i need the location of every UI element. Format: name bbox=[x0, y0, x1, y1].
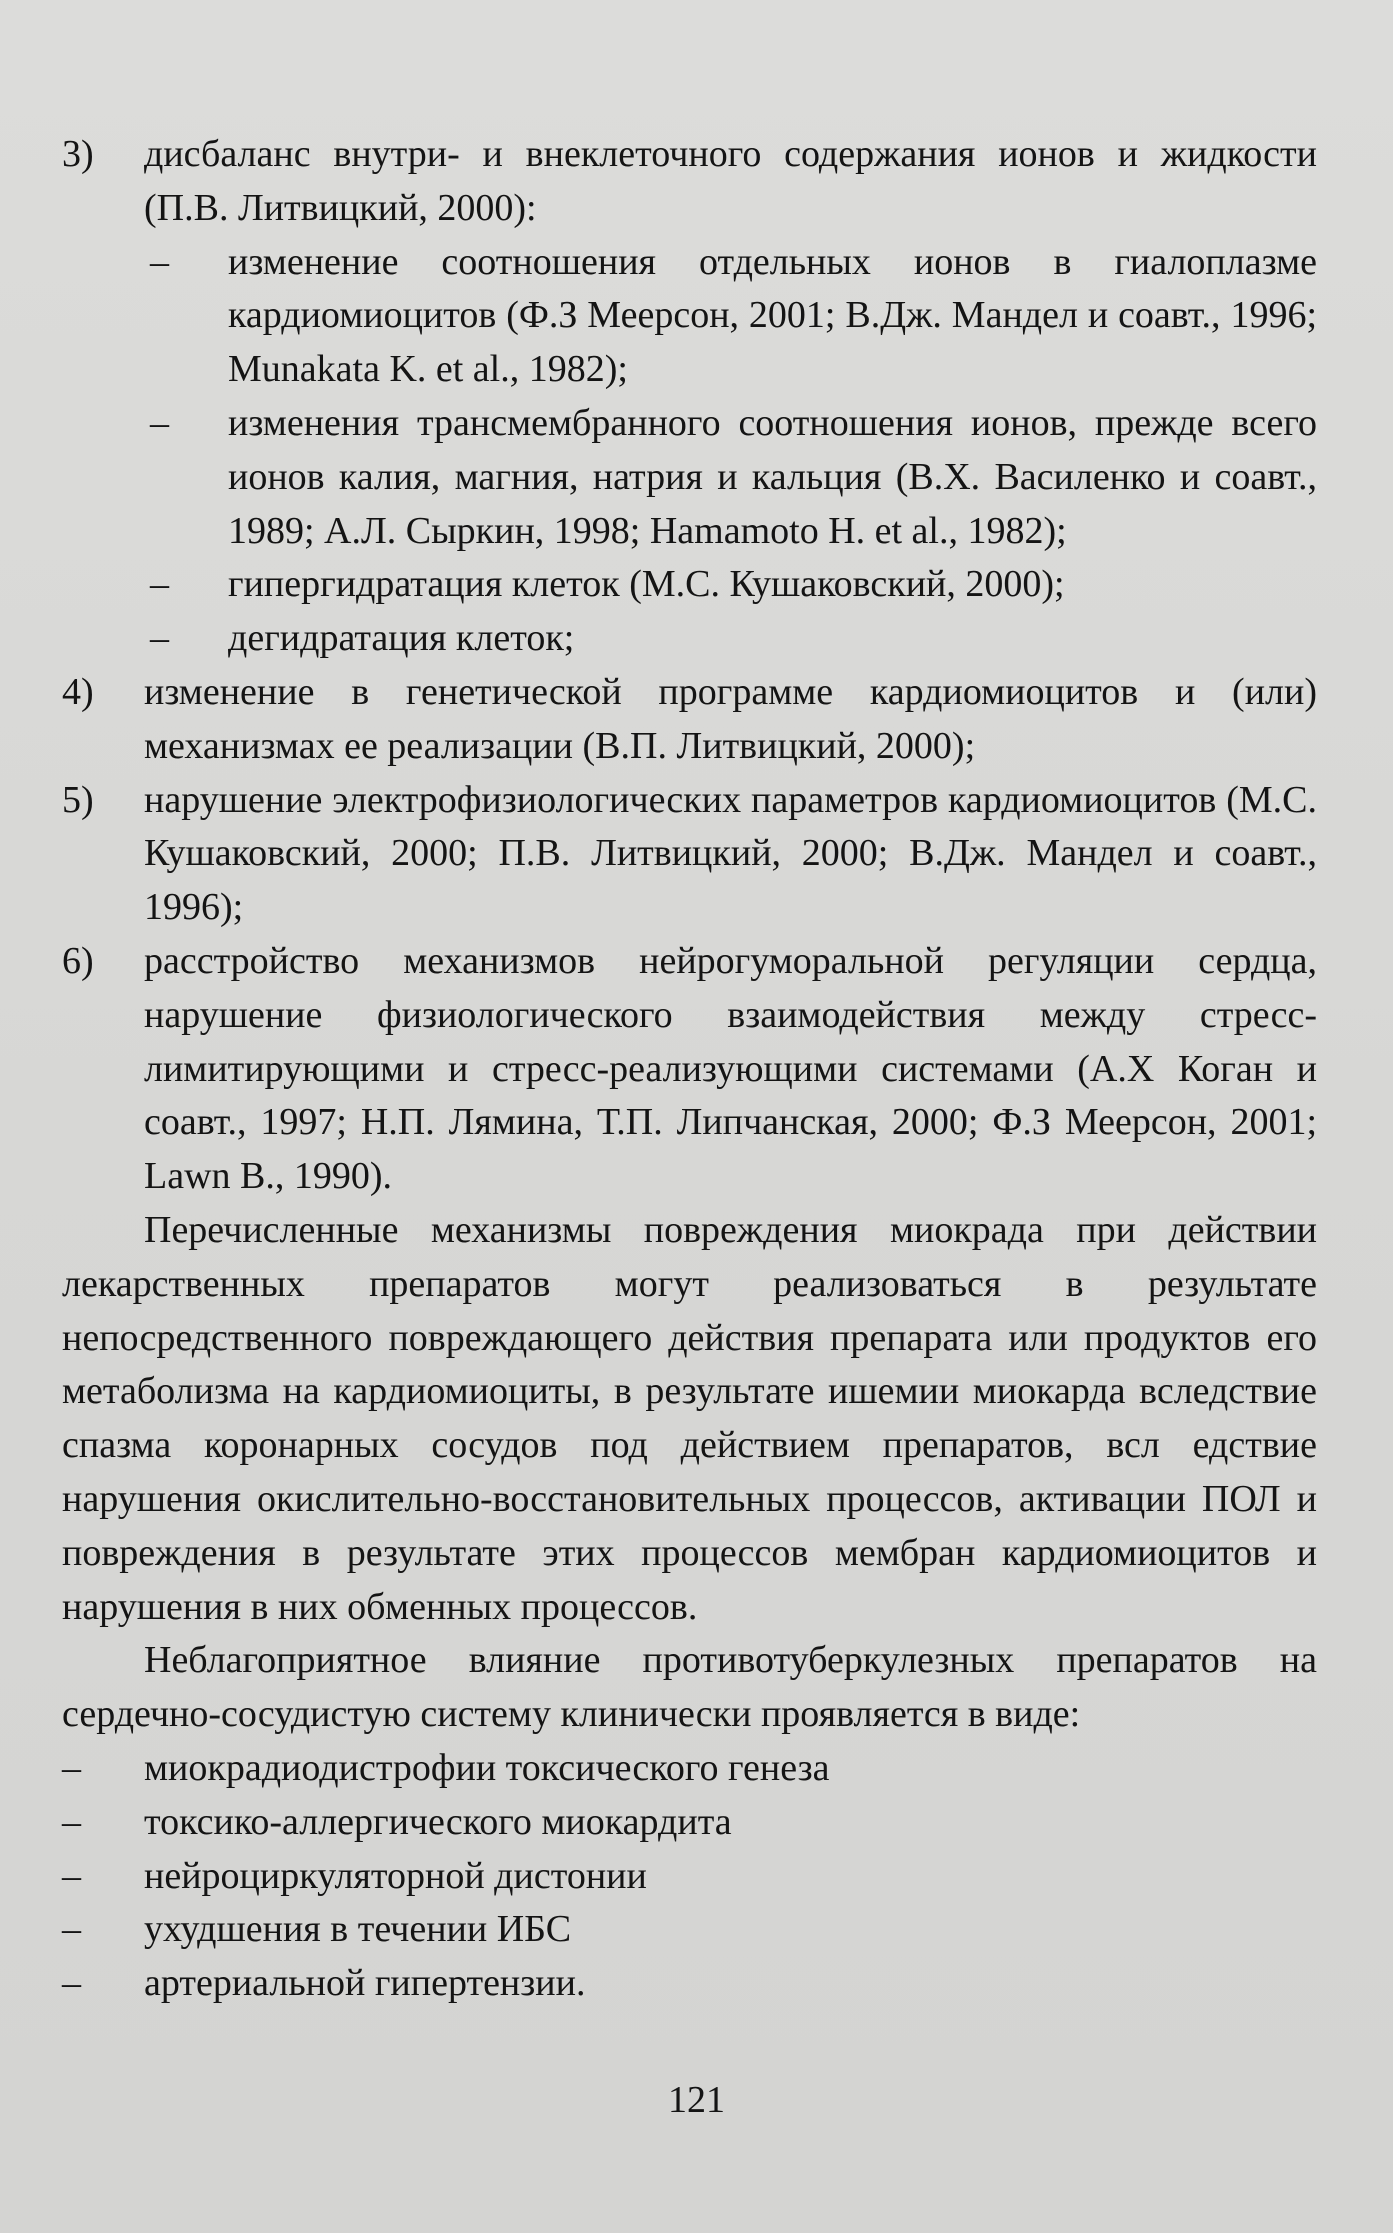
sub-item-text: изменения трансмембранного соотношения ионов, прежде всего ионов калия, магния, натрия и кальция (В.Х. Василенко и соавт., 1989; А.Л. Сыркин, 1998; Hamamoto H. et al., 1982); bbox=[228, 401, 1317, 552]
paragraph-mechanisms: Перечисленные механизмы повреждения миокрада при действии лекарственных препаратов могут реализоваться в результате непосредственного повреждающего действия препарата или продуктов его метаболизма на кардиомиоциты, в результате ишемии миокарда вследствие спазма коронарных сосудов под действием препаратов, всл едствие нарушения окислительно-восстановительных процессов, активации ПОЛ и повреждения в результате этих процессов мембран кардиомиоцитов и нарушения в них обменных процессов. bbox=[62, 1208, 1317, 1628]
sub-item bbox=[62, 236, 1317, 397]
dash-marker: – bbox=[62, 1854, 81, 1897]
numbered-item-5 bbox=[62, 774, 1317, 935]
dash-marker: – bbox=[150, 563, 169, 606]
dash-marker: – bbox=[62, 1800, 81, 1843]
manifestation-item bbox=[62, 1796, 1317, 1850]
manifestation-text: токсико-аллергического миокардита bbox=[144, 1800, 732, 1843]
dash-marker: – bbox=[62, 1962, 81, 2005]
manifestation-text: артериальной гипертензии. bbox=[144, 1962, 586, 2005]
page-number: 121 bbox=[668, 2079, 725, 2121]
sub-item-text: дегидратация клеток; bbox=[228, 617, 575, 660]
dash-marker: – bbox=[150, 240, 169, 283]
item-text: расстройство механизмов нейрогуморальной регуляции сердца, нарушение физиологического взаимодействия между стресс-лимитирующими и стресс-реализующими системами (А.Х Коган и соавт., 1997; Н.П. Лямина, Т.П. Липчанская, 2000; Ф.З Меерсон, 2001; Lawn B., 1990). bbox=[144, 939, 1317, 1198]
dash-marker: – bbox=[150, 617, 169, 660]
paragraph-manifestations-intro: Неблагоприятное влияние противотуберкулезных препаратов на сердечно-сосудистую систему клинически проявляется в виде: bbox=[62, 1639, 1317, 1736]
manifestation-text: миокрадиодистрофии токсического генеза bbox=[144, 1746, 830, 1789]
item-text: нарушение электрофизиологических параметров кардиомиоцитов (М.С. Кушаковский, 2000; П.В. Литвицкий, 2000; В.Дж. Мандел и соавт., 1996); bbox=[144, 778, 1317, 929]
manifestation-text: нейроциркуляторной дистонии bbox=[144, 1854, 647, 1897]
item-number: 6) bbox=[62, 939, 94, 982]
dash-marker: – bbox=[150, 401, 169, 444]
item-number: 4) bbox=[62, 670, 94, 713]
dash-marker: – bbox=[62, 1746, 81, 1789]
item-text: дисбаланс внутри- и внеклеточного содержания ионов и жидкости (П.В. Литвицкий, 2000): bbox=[144, 133, 1317, 229]
numbered-item-3 bbox=[62, 128, 1317, 236]
item-number: 3) bbox=[62, 133, 94, 175]
sub-item bbox=[62, 397, 1317, 558]
sub-item-text: изменение соотношения отдельных ионов в гиалоплазме кардиомиоцитов (Ф.З Меерсон, 2001; В.Дж. Мандел и соавт., 1996; Munakata K. et al., 1982); bbox=[228, 240, 1317, 391]
sub-item-text: гипергидратация клеток (М.С. Кушаковский, 2000); bbox=[228, 563, 1065, 606]
manifestation-item bbox=[62, 1850, 1317, 1904]
numbered-item-4 bbox=[62, 666, 1317, 774]
item-number: 5) bbox=[62, 778, 94, 821]
manifestation-item bbox=[62, 1957, 1317, 2011]
manifestation-item bbox=[62, 1742, 1317, 1796]
manifestation-text: ухудшения в течении ИБС bbox=[144, 1908, 572, 1951]
dash-marker: – bbox=[62, 1908, 81, 1951]
numbered-item-6 bbox=[62, 935, 1317, 1204]
page-text bbox=[62, 128, 1317, 2011]
sub-item bbox=[62, 558, 1317, 612]
item-text: изменение в генетической программе кардиомиоцитов и (или) механизмах ее реализации (В.П. Литвицкий, 2000); bbox=[144, 670, 1317, 767]
sub-item bbox=[62, 612, 1317, 666]
manifestation-item bbox=[62, 1903, 1317, 1957]
